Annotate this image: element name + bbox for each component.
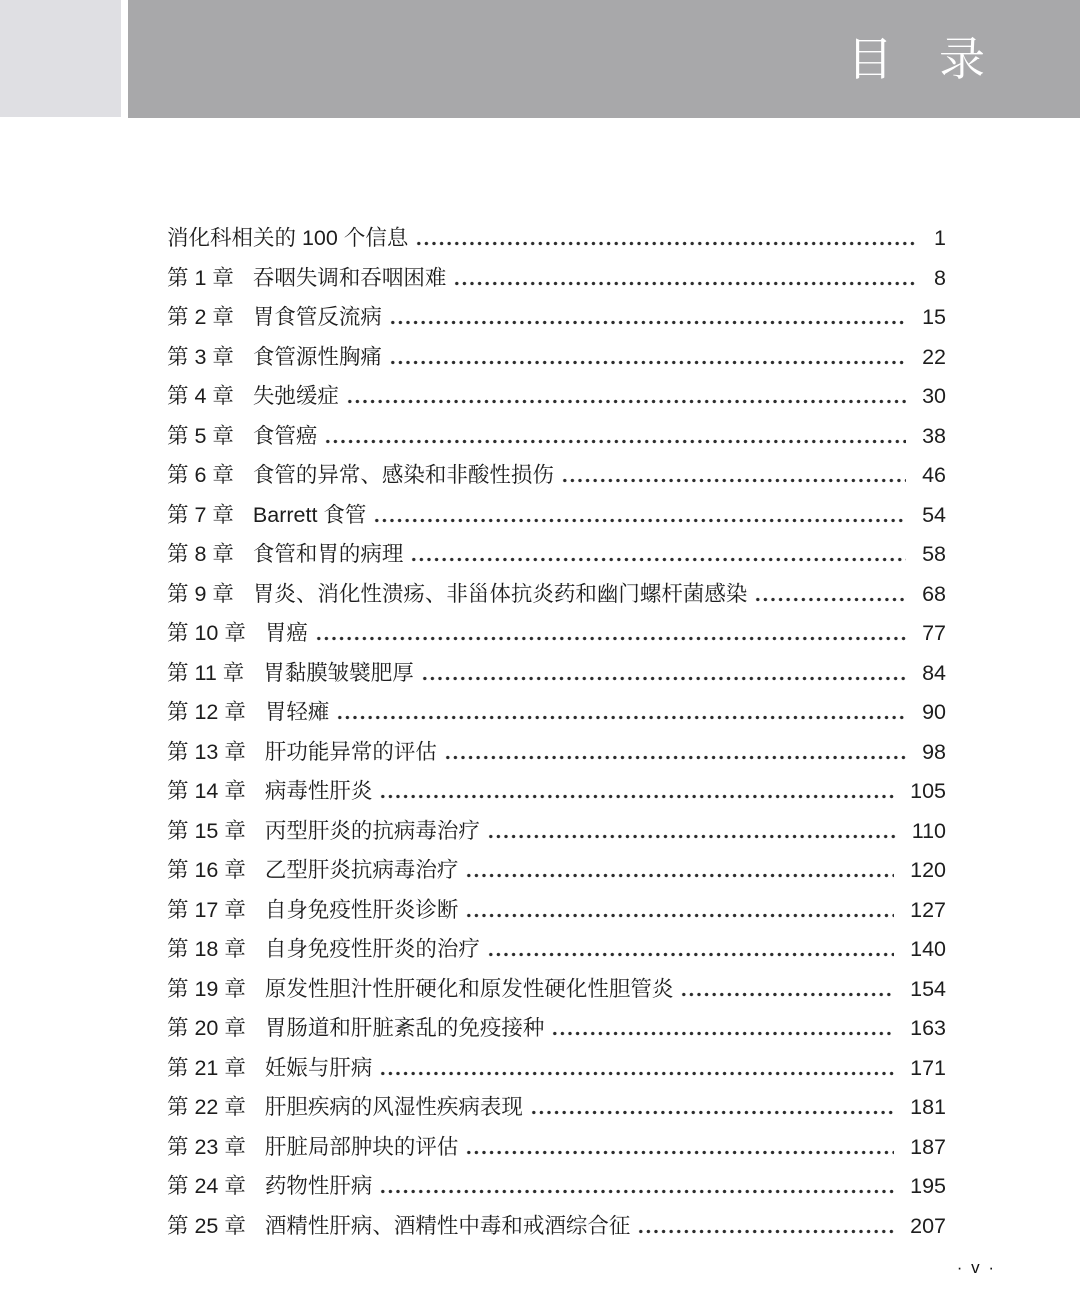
chapter-label: 第 7 章 bbox=[167, 502, 234, 527]
chapter-label: 第 19 章 bbox=[167, 976, 246, 1001]
chapter-label: 第 22 章 bbox=[167, 1095, 246, 1119]
chapter-label: 第 5 章 bbox=[167, 423, 234, 448]
dot-leader bbox=[346, 398, 906, 405]
chapter-label: 第 2 章 bbox=[167, 305, 234, 329]
page-number: 105 bbox=[910, 779, 946, 803]
chapter-title: 胃轻瘫 bbox=[264, 700, 330, 724]
chapter-label: 第 11 章 bbox=[167, 660, 245, 685]
dot-leader bbox=[444, 754, 906, 761]
chapter-label: 第 13 章 bbox=[167, 739, 246, 764]
chapter-title: 肝功能异常的评估 bbox=[264, 739, 437, 764]
chapter-label: 第 18 章 bbox=[167, 937, 246, 961]
dot-leader bbox=[379, 1188, 894, 1195]
toc-entry bbox=[167, 338, 946, 378]
chapter-label: 第 3 章 bbox=[167, 344, 234, 369]
dot-leader bbox=[561, 477, 906, 484]
dot-leader bbox=[465, 1149, 894, 1156]
chapter-label: 第 20 章 bbox=[167, 1016, 246, 1040]
page-number: 68 bbox=[922, 581, 946, 606]
toc-entry bbox=[167, 654, 946, 694]
toc-entry bbox=[167, 1049, 946, 1089]
toc-entry bbox=[167, 930, 946, 970]
dot-leader bbox=[410, 556, 906, 563]
toc-entry bbox=[167, 1009, 946, 1049]
chapter-title: 自身免疫性肝炎诊断 bbox=[264, 897, 459, 922]
chapter-title: 丙型肝炎的抗病毒治疗 bbox=[264, 818, 480, 843]
toc-entry bbox=[167, 733, 946, 773]
dot-leader bbox=[551, 1030, 894, 1037]
chapter-title: 食管源性胸痛 bbox=[252, 344, 382, 369]
dot-leader bbox=[315, 635, 906, 642]
toc-list bbox=[167, 219, 946, 1246]
dot-leader bbox=[421, 675, 906, 682]
page-number: 54 bbox=[922, 502, 946, 527]
dot-leader bbox=[754, 596, 906, 603]
page-number: 98 bbox=[922, 739, 946, 764]
chapter-label: 第 12 章 bbox=[167, 700, 246, 724]
chapter-label: 第 9 章 bbox=[167, 581, 234, 606]
page-number: 38 bbox=[922, 423, 946, 448]
toc-entry bbox=[167, 693, 946, 733]
page-number: 110 bbox=[911, 818, 946, 843]
page-number: 77 bbox=[922, 621, 946, 645]
chapter-title: 胃黏膜皱襞肥厚 bbox=[263, 660, 414, 685]
toc-entry bbox=[167, 1088, 946, 1128]
dot-leader bbox=[680, 991, 894, 998]
chapter-title: 吞咽失调和吞咽困难 bbox=[252, 265, 447, 290]
page-number: 30 bbox=[922, 384, 946, 408]
dot-leader bbox=[336, 714, 906, 721]
page-number: 195 bbox=[910, 1174, 946, 1198]
toc-entry bbox=[167, 614, 946, 654]
chapter-title: 食管的异常、感染和非酸性损伤 bbox=[252, 463, 554, 487]
dot-leader bbox=[637, 1228, 894, 1235]
page-number: 90 bbox=[922, 700, 946, 724]
toc-entry bbox=[167, 417, 946, 457]
toc-entry bbox=[167, 377, 946, 417]
page-number: 187 bbox=[910, 1134, 946, 1159]
header-title-bar bbox=[128, 0, 1080, 118]
dot-leader bbox=[324, 438, 906, 445]
dot-leader bbox=[415, 240, 918, 247]
chapter-title: 药物性肝病 bbox=[264, 1174, 373, 1198]
toc-entry bbox=[167, 851, 946, 891]
dot-leader bbox=[389, 319, 906, 326]
dot-leader bbox=[379, 793, 894, 800]
chapter-title: 食管癌 bbox=[252, 423, 318, 448]
toc-entry bbox=[167, 1167, 946, 1207]
chapter-label: 第 21 章 bbox=[167, 1055, 246, 1080]
chapter-title: 乙型肝炎抗病毒治疗 bbox=[264, 858, 459, 882]
chapter-label: 第 1 章 bbox=[167, 265, 234, 290]
toc-entry bbox=[167, 575, 946, 615]
chapter-label: 第 24 章 bbox=[167, 1174, 246, 1198]
page-number: 163 bbox=[910, 1016, 946, 1040]
chapter-label: 第 15 章 bbox=[167, 818, 246, 843]
toc-entry bbox=[167, 259, 946, 299]
chapter-label: 第 23 章 bbox=[167, 1134, 246, 1159]
chapter-label: 第 14 章 bbox=[167, 779, 246, 803]
toc-entry bbox=[167, 1128, 946, 1168]
header-accent-block bbox=[0, 0, 121, 117]
page-number: 84 bbox=[922, 660, 946, 685]
page-number: 154 bbox=[910, 976, 946, 1001]
dot-leader bbox=[487, 951, 894, 958]
chapter-label: 第 17 章 bbox=[167, 897, 246, 922]
toc-entry bbox=[167, 970, 946, 1010]
page-number: 46 bbox=[922, 463, 946, 487]
chapter-title: 消化科相关的 100 个信息 bbox=[167, 226, 409, 250]
dot-leader bbox=[389, 359, 906, 366]
chapter-title: 自身免疫性肝炎的治疗 bbox=[264, 937, 480, 961]
chapter-label: 第 6 章 bbox=[167, 463, 234, 487]
page-number: 120 bbox=[910, 858, 946, 882]
dot-leader bbox=[453, 280, 918, 287]
chapter-title: 酒精性肝病、酒精性中毒和戒酒综合征 bbox=[264, 1213, 631, 1238]
chapter-label: 第 25 章 bbox=[167, 1213, 246, 1238]
dot-leader bbox=[530, 1109, 894, 1116]
page-number: 8 bbox=[934, 265, 946, 290]
toc-entry bbox=[167, 298, 946, 338]
toc-entry bbox=[167, 219, 946, 259]
chapter-label: 第 4 章 bbox=[167, 384, 234, 408]
page-number: 140 bbox=[910, 937, 946, 961]
chapter-title: 失弛缓症 bbox=[252, 384, 339, 408]
page-number: 58 bbox=[922, 542, 946, 566]
page-title: 目 录 bbox=[847, 34, 985, 85]
toc-entry bbox=[167, 812, 946, 852]
page-number: 22 bbox=[922, 344, 946, 369]
chapter-title: 胃癌 bbox=[264, 621, 308, 645]
chapter-title: Barrett 食管 bbox=[252, 502, 367, 527]
chapter-title: 胃食管反流病 bbox=[252, 305, 382, 329]
dot-leader bbox=[373, 517, 906, 524]
page-number: 181 bbox=[910, 1095, 946, 1119]
page-number: 1 bbox=[934, 226, 946, 250]
toc-entry bbox=[167, 772, 946, 812]
toc-entry bbox=[167, 1207, 946, 1247]
dot-leader bbox=[487, 833, 896, 840]
chapter-label: 第 8 章 bbox=[167, 542, 234, 566]
chapter-title: 肝胆疾病的风湿性疾病表现 bbox=[264, 1095, 523, 1119]
chapter-title: 病毒性肝炎 bbox=[264, 779, 373, 803]
toc-entry bbox=[167, 535, 946, 575]
chapter-title: 妊娠与肝病 bbox=[264, 1055, 373, 1080]
toc-entry bbox=[167, 496, 946, 536]
toc-entry bbox=[167, 891, 946, 931]
dot-leader bbox=[465, 912, 894, 919]
page-number: 15 bbox=[922, 305, 946, 329]
chapter-title: 胃肠道和肝脏紊乱的免疫接种 bbox=[264, 1016, 545, 1040]
folio-page-number: · v · bbox=[956, 1258, 996, 1277]
chapter-title: 肝脏局部肿块的评估 bbox=[264, 1134, 459, 1159]
page-number: 171 bbox=[910, 1055, 946, 1080]
page-number: 127 bbox=[910, 897, 946, 922]
chapter-title: 食管和胃的病理 bbox=[252, 542, 404, 566]
chapter-label: 第 10 章 bbox=[167, 621, 246, 645]
chapter-label: 第 16 章 bbox=[167, 858, 246, 882]
chapter-title: 胃炎、消化性溃疡、非甾体抗炎药和幽门螺杆菌感染 bbox=[252, 581, 748, 606]
chapter-title: 原发性胆汁性肝硬化和原发性硬化性胆管炎 bbox=[264, 976, 674, 1001]
toc-entry bbox=[167, 456, 946, 496]
dot-leader bbox=[379, 1070, 894, 1077]
dot-leader bbox=[465, 872, 894, 879]
page-number: 207 bbox=[910, 1213, 946, 1238]
